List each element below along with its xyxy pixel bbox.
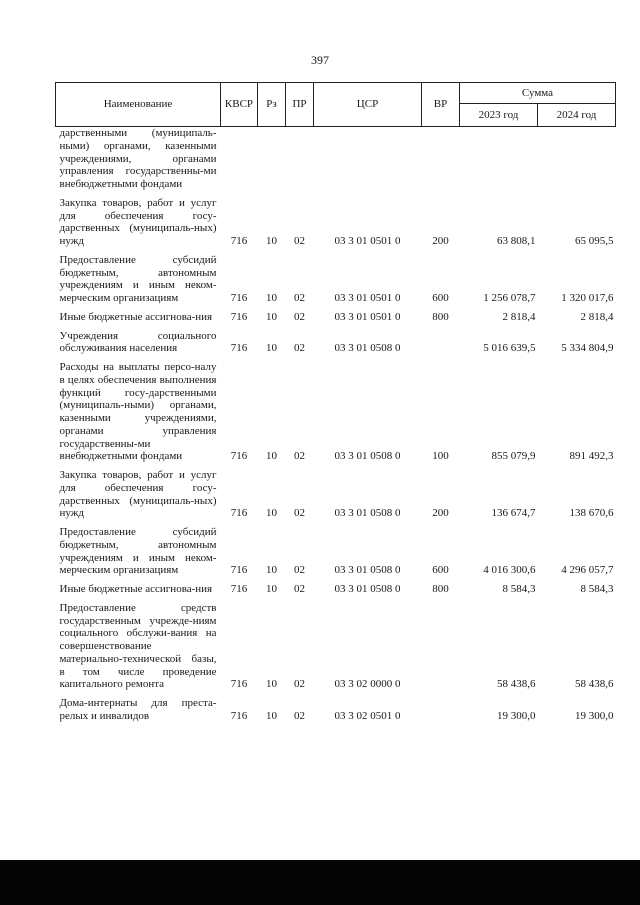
cell-y2023: 58 438,6 (497, 678, 536, 691)
cell-rz: 10 (266, 450, 277, 463)
cell-y2023: 855 079,9 (491, 450, 536, 463)
cell-pr: 02 (294, 310, 305, 323)
cell-vr: 800 (432, 583, 449, 595)
cell-y2024 (538, 127, 616, 197)
header-year-2023: 2023 год (460, 104, 538, 127)
table-row (56, 526, 616, 583)
cell-kvsr: 716 (230, 678, 248, 691)
header-kvsr: КВСР (221, 83, 258, 127)
cell-y2023: 136 674,7 (491, 507, 536, 520)
cell-pr: 02 (294, 564, 305, 577)
cell-vr: 800 (432, 310, 449, 323)
table-row (56, 583, 616, 602)
cell-csr: 03 3 01 0508 0 (334, 507, 401, 520)
header-pr: ПР (286, 83, 314, 127)
cell-vr: 200 (432, 235, 449, 247)
cell-name: Иные бюджетные ассигнова-ния (59, 310, 213, 323)
cell-rz: 10 (266, 342, 277, 355)
cell-pr (286, 127, 314, 197)
cell-csr (314, 127, 422, 197)
cell-name: Дома-интернаты для преста-релых и инвалидов (59, 697, 217, 722)
cell-y2024: 19 300,0 (575, 709, 614, 722)
cell-vr: 600 (432, 564, 449, 577)
cell-rz: 10 (266, 709, 277, 722)
cell-kvsr: 716 (230, 292, 248, 304)
cell-rz: 10 (266, 583, 277, 595)
cell-csr: 03 3 01 0501 0 (334, 292, 401, 304)
cell-pr: 02 (294, 342, 305, 355)
cell-kvsr: 716 (230, 507, 248, 520)
table-row (56, 469, 616, 526)
cell-y2024: 138 670,6 (569, 507, 614, 520)
cell-kvsr: 716 (230, 310, 248, 323)
scan-bottom-edge (0, 860, 640, 905)
cell-rz: 10 (266, 507, 277, 520)
cell-csr: 03 3 01 0508 0 (334, 583, 401, 595)
cell-pr: 02 (294, 709, 305, 722)
cell-name: Иные бюджетные ассигнова-ния (59, 583, 213, 595)
page-number: 397 (311, 53, 329, 67)
cell-y2024: 1 320 017,6 (561, 292, 614, 304)
cell-vr (422, 330, 460, 362)
cell-y2023: 63 808,1 (497, 235, 536, 247)
header-csr: ЦСР (314, 83, 422, 127)
cell-y2024: 58 438,6 (575, 678, 614, 691)
cell-name: Расходы на выплаты персо-налу в целях обеспечения выполнения функций госу-дарственными (муниципаль-ными) органами, казенными учреждениями, органами управления государственны-ми внебюджетными фондами (59, 361, 217, 463)
header-name: Наименование (56, 83, 221, 127)
table-row (56, 361, 616, 469)
cell-rz: 10 (266, 564, 277, 577)
cell-pr: 02 (294, 235, 305, 247)
cell-rz: 10 (266, 678, 277, 691)
cell-kvsr (221, 127, 258, 197)
table-header (56, 83, 616, 127)
cell-name: дарственными (муниципаль-ными) органами, казенными учреждениями, органами управления государственны-ми внебюджетными фондами (59, 127, 217, 190)
cell-vr: 100 (432, 450, 449, 463)
cell-rz: 10 (266, 235, 277, 247)
budget-table (55, 82, 616, 729)
cell-pr: 02 (294, 292, 305, 304)
cell-vr: 600 (432, 292, 449, 304)
header-sum: Сумма (460, 83, 616, 104)
cell-vr (422, 602, 460, 697)
table-body (56, 127, 616, 729)
cell-pr: 02 (294, 507, 305, 520)
cell-y2023: 19 300,0 (497, 709, 536, 722)
cell-pr: 02 (294, 678, 305, 691)
cell-rz (258, 127, 286, 197)
cell-csr: 03 3 02 0501 0 (334, 709, 401, 722)
cell-y2023: 2 818,4 (502, 310, 536, 323)
cell-y2023 (460, 127, 538, 197)
cell-pr: 02 (294, 583, 305, 595)
table-row (56, 330, 616, 362)
cell-kvsr: 716 (230, 583, 248, 595)
cell-y2023: 4 016 300,6 (483, 564, 536, 577)
header-year-2024: 2024 год (538, 104, 616, 127)
table-row (56, 127, 616, 197)
cell-y2024: 65 095,5 (575, 235, 614, 247)
cell-rz: 10 (266, 292, 277, 304)
cell-y2023: 8 584,3 (502, 583, 536, 595)
cell-csr: 03 3 01 0508 0 (334, 564, 401, 577)
cell-kvsr: 716 (230, 709, 248, 722)
cell-y2024: 891 492,3 (569, 450, 614, 463)
header-vr: ВР (422, 83, 460, 127)
cell-name: Закупка товаров, работ и услуг для обеспечения госу-дарственных (муниципаль-ных) нужд (59, 469, 217, 520)
cell-kvsr: 716 (230, 564, 248, 577)
cell-vr (422, 697, 460, 729)
cell-rz: 10 (266, 310, 277, 323)
cell-y2024: 4 296 057,7 (561, 564, 614, 577)
table-row (56, 197, 616, 254)
table-row (56, 697, 616, 729)
cell-csr: 03 3 02 0000 0 (334, 678, 401, 691)
cell-vr: 200 (432, 507, 449, 520)
cell-vr (422, 127, 460, 197)
cell-name: Учреждения социального обслуживания населения (59, 329, 217, 355)
cell-kvsr: 716 (230, 235, 248, 247)
cell-y2024: 2 818,4 (580, 310, 614, 323)
cell-name: Предоставление субсидий бюджетным, автономным учреждениям и иным неком-мерческим организациям (59, 526, 217, 577)
header-rz: Рз (258, 83, 286, 127)
cell-kvsr: 716 (230, 342, 248, 355)
cell-name: Предоставление субсидий бюджетным, автономным учреждениям и иным неком-мерческим организациям (59, 253, 217, 304)
cell-kvsr: 716 (230, 450, 248, 463)
cell-y2023: 1 256 078,7 (483, 292, 536, 304)
table-row (56, 311, 616, 330)
cell-name: Закупка товаров, работ и услуг для обеспечения госу-дарственных (муниципаль-ных) нужд (59, 196, 217, 247)
cell-y2024: 5 334 804,9 (561, 342, 614, 355)
cell-y2023: 5 016 639,5 (483, 342, 536, 355)
cell-pr: 02 (294, 450, 305, 463)
cell-y2024: 8 584,3 (580, 583, 614, 595)
cell-name: Предоставление средств государственным учрежде-ниям социального обслужи-вания на совершенствование материально-технической базы, в том числе проведение капитального ремонта (59, 601, 217, 691)
cell-csr: 03 3 01 0508 0 (334, 450, 401, 463)
cell-csr: 03 3 01 0501 0 (334, 310, 401, 323)
cell-csr: 03 3 01 0508 0 (334, 342, 401, 355)
table-row (56, 254, 616, 311)
cell-csr: 03 3 01 0501 0 (334, 235, 401, 247)
table-row (56, 602, 616, 697)
